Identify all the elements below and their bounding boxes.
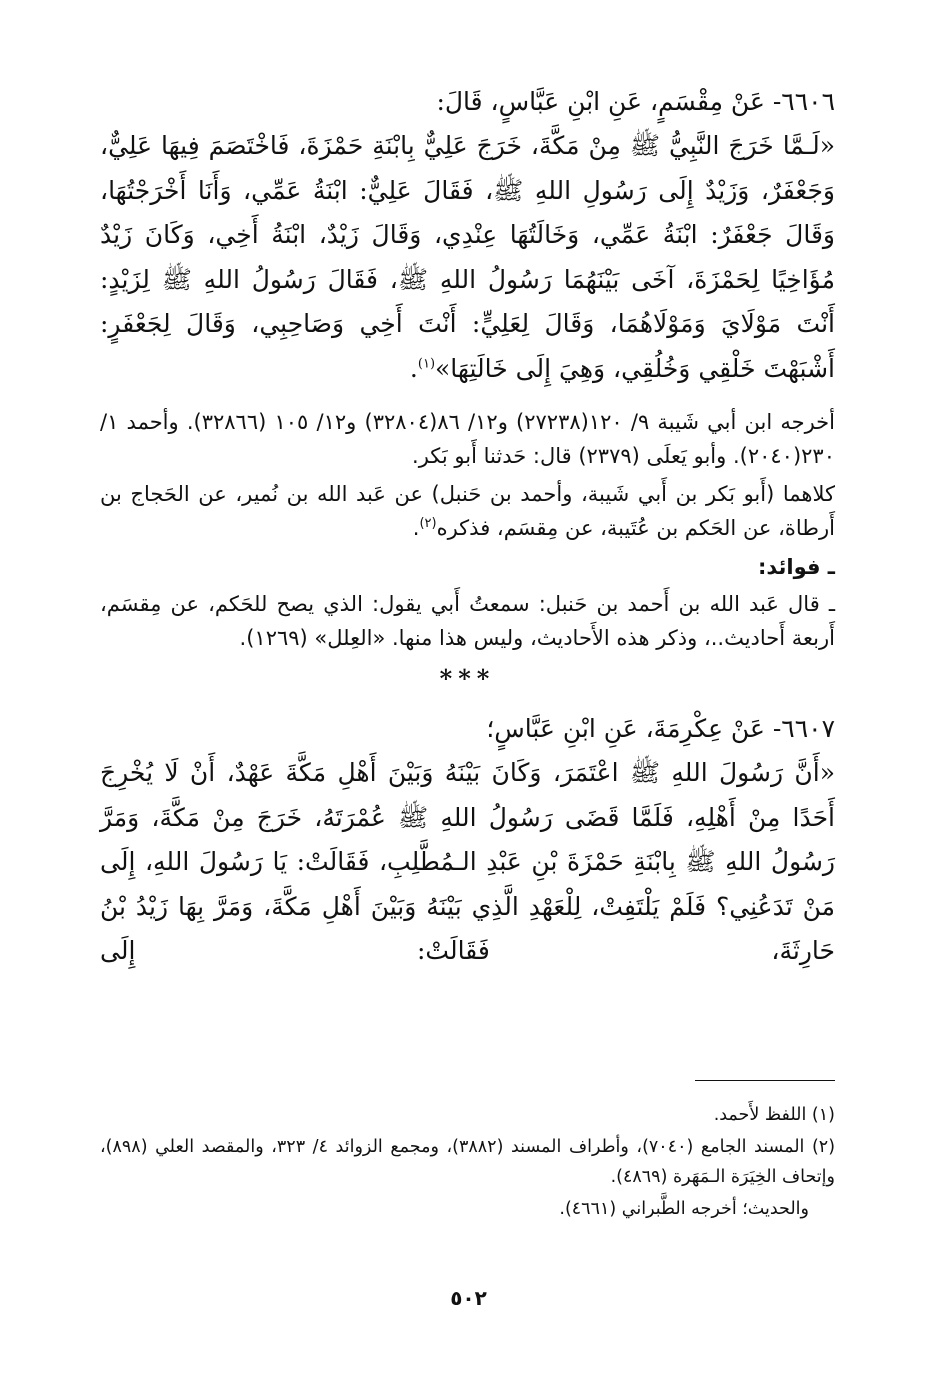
footnote-2-continuation: والحديث؛ أخرجه الطَّبراني (٤٦٦١). <box>559 1199 809 1219</box>
hadith-6606-body: «لَـمَّا خَرَجَ النَّبِيُّ ﷺ مِنْ مَكَّةَ، خَرَجَ عَلِيٌّ بِابْنَةِ حَمْزَةَ، فَاخْتَصَمَ فِيهَا عَلِيٌّ، وَجَعْفَرٌ، وَزَيْدٌ إِلَى رَسُولِ اللهِ ﷺ، فَقَالَ عَلِيٌّ: ابْنَةُ عَمِّي، وَأَنَا أَخْرَجْتُهَا، وَقَالَ جَعْفَرٌ: ابْنَةُ عَمِّي، وَخَالَتُهَا عِنْدِي، وَقَالَ زَيْدٌ، ابْنَةُ أَخِي، وَكَانَ زَيْدٌ مُؤَاخِيًا لِحَمْزَةَ، آخَى بَيْنَهُمَا رَسُولُ اللهِ ﷺ، فَقَالَ رَسُولُ اللهِ ﷺ لِزَيْدٍ: أَنْتَ مَوْلَايَ وَمَوْلَاهُمَا، وَقَالَ لِعَلِيٍّ: أَنْتَ أَخِي وَصَاحِبِي، وَقَالَ لِجَعْفَرٍ: أَشْبَهْتَ خَلْقِي وَخُلُقِي، وَهِيَ إِلَى خَالَتِهَا» <box>100 131 836 383</box>
section-separator: *** <box>439 664 496 693</box>
page-body <box>100 80 835 974</box>
takhrij-paragraph-1: أخرجه ابن أبي شَيبة ٩/ ١٢٠(٢٧٢٣٨) و١٢/ ٨٦(٣٢٨٠٤) و١٢/ ١٠٥ (٣٢٨٦٦). وأحمد ١/ ٢٣٠(٢٠٤٠). وأبو يَعلَى (٢٣٧٩) قال: حَدثنا أَبو بَكر. <box>100 410 835 468</box>
fawaid-heading: ـ فوائد: <box>757 555 835 579</box>
footnote-divider <box>695 1080 835 1081</box>
footnote-ref-1: (١) <box>417 356 436 372</box>
footnote-1: (١) اللفظ لأَحمد. <box>713 1105 835 1125</box>
footnote-2: (٢) المسند الجامع (٧٠٤٠)، وأطراف المسند (٣٨٨٢)، ومجمع الزوائد ٤/ ٣٢٣، والمقصد العلي (٨٩٨)، وإتحاف الخِيَرَة الـمَهَرة (٤٨٦٩). <box>100 1137 836 1187</box>
footnote-ref-2: (٢) <box>419 516 437 531</box>
fawaid-text: ـ قال عَبد الله بن أَحمد بن حَنبل: سمعتُ أَبي يقول: الذي يصح للحَكم، عن مِقسَم، أَربعة أَحاديث..، وذكر هذه الأَحاديث، وليس هذا منها. «العِلل» (١٢٦٩). <box>100 592 835 650</box>
takhrij-paragraph-2: كلاهما (أَبو بَكر بن أَبي شَيبة، وأحمد بن حَنبل) عن عَبد الله بن نُمير، عن الحَجاج بن أَرطاة، عن الحَكم بن عُتَيبة، عن مِقسَم، فذكره$^{(٢)}$. <box>100 482 835 540</box>
hadith-6606-text: «لَـمَّا خَرَجَ النَّبِيُّ ﷺ مِنْ مَكَّةَ، خَرَجَ عَلِيٌّ بِابْنَةِ حَمْزَةَ، فَاخْتَصَمَ فِيهَا عَلِيٌّ، وَجَعْفَرٌ، وَزَيْدٌ إِلَى رَسُولِ اللهِ ﷺ، فَقَالَ عَلِيٌّ: ابْنَةُ عَمِّي، وَأَنَا أَخْرَجْتُهَا، وَقَالَ جَعْفَرٌ: ابْنَةُ عَمِّي، وَخَالَتُهَا عِنْدِي، وَقَالَ زَيْدٌ، ابْنَةُ أَخِي، وَكَانَ زَيْدٌ مُؤَاخِيًا لِحَمْزَةَ، آخَى بَيْنَهُمَا رَسُولُ اللهِ ﷺ، فَقَالَ رَسُولُ اللهِ ﷺ لِزَيْدٍ: أَنْتَ مَوْلَايَ وَمَوْلَاهُمَا، وَقَالَ لِعَلِيٍّ: أَنْتَ أَخِي وَصَاحِبِي، وَقَالَ لِجَعْفَرٍ: أَشْبَهْتَ خَلْقِي وَخُلُقِي، وَهِيَ إِلَى خَالَتِهَا»$^{(١)}$. <box>100 131 836 383</box>
hadith-6607-heading: ٦٦٠٧- عَنْ عِكْرِمَةَ، عَنِ ابْنِ عَبَّاسٍ؛ <box>486 714 835 743</box>
hadith-6606-heading: ٦٦٠٦- عَنْ مِقْسَمٍ، عَنِ ابْنِ عَبَّاسٍ، قَالَ: <box>436 87 835 116</box>
footnotes <box>100 1100 835 1224</box>
hadith-6607-text: «أَنَّ رَسُولَ اللهِ ﷺ اعْتَمَرَ، وَكَانَ بَيْنَهُ وَبَيْنَ أَهْلِ مَكَّةَ عَهْدٌ، أَنْ لَا يُخْرِجَ أَحَدًا مِنْ أَهْلِهِ، فَلَمَّا قَضَى رَسُولُ اللهِ ﷺ عُمْرَتَهُ، خَرَجَ مِنْ مَكَّةَ، وَمَرَّ رَسُولُ اللهِ ﷺ بِابْنَةِ حَمْزَةَ بْنِ عَبْدِ الـمُطَّلِبِ، فَقَالَتْ: يَا رَسُولَ اللهِ، إِلَى مَنْ تَدَعُنِي؟ فَلَمْ يَلْتَفِتْ، لِلْعَهْدِ الَّذِي بَيْنَهُ وَبَيْنَ أَهْلِ مَكَّةَ، وَمَرَّ بِهَا زَيْدُ بْنُ حَارِثَةَ، فَقَالَتْ: إِلَى <box>100 758 835 965</box>
takhrij-2-body: كلاهما (أَبو بَكر بن أَبي شَيبة، وأحمد بن حَنبل) عن عَبد الله بن نُمير، عن الحَجاج بن أَرطاة، عن الحَكم بن عُتَيبة، عن مِقسَم، فذكره <box>100 482 835 540</box>
page-number: ٥٠٢ <box>450 1286 487 1310</box>
